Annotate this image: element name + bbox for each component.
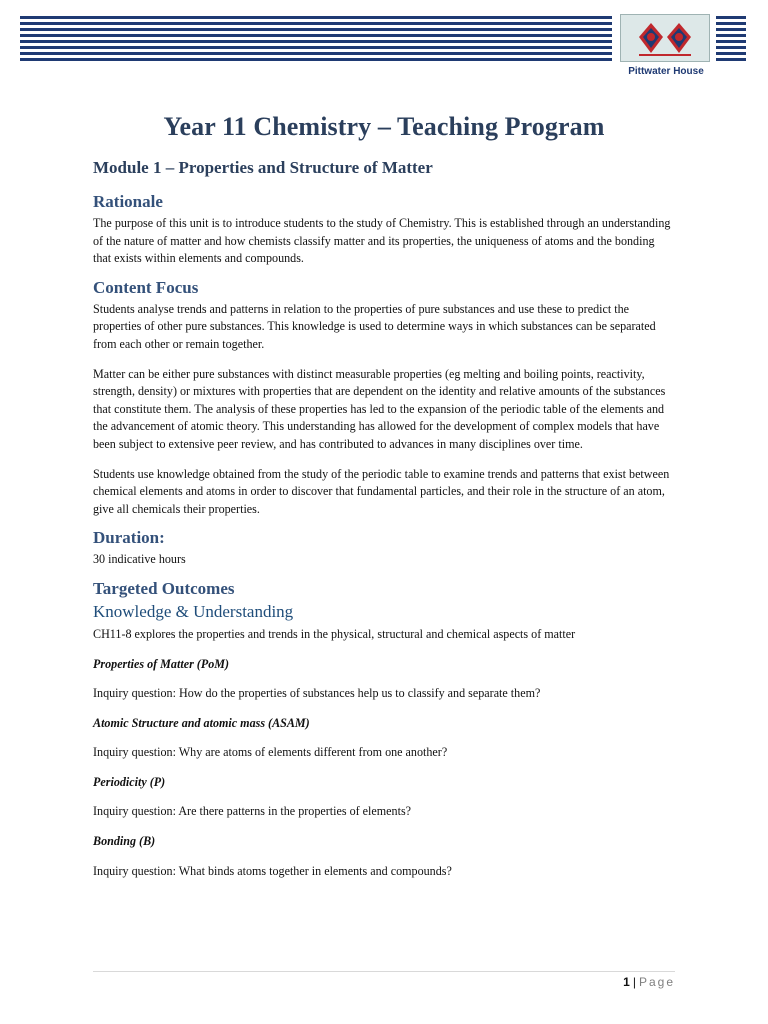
outcome-text: CH11-8 explores the properties and trends in the physical, structural and chemical aspects of matter (93, 626, 576, 641)
strand-title: Atomic Structure and atomic mass (ASAM) (93, 715, 310, 730)
strand-title: Periodicity (P) (93, 774, 166, 789)
inquiry-question: Inquiry question: What binds atoms together in elements and compounds? (93, 863, 452, 878)
inquiry-question: Inquiry question: Are there patterns in the properties of elements? (93, 804, 412, 819)
footer-separator: | (632, 975, 636, 989)
school-logo (620, 14, 710, 62)
inquiry-question: Inquiry question: How do the properties of substances help us to classify and separate them? (93, 686, 541, 701)
inquiry-question: Inquiry question: Why are atoms of elements different from one another? (93, 745, 448, 760)
page-word: Page (638, 975, 675, 989)
module-heading: Module 1 – Properties and Structure of Matter (93, 158, 433, 177)
content-focus-paragraph: Students analyse trends and patterns in relation to the properties of pure substances and use these to predict the properties of other pure substances. This knowledge is used to determine ways in which substances can be separated from each other or remain together. (93, 301, 656, 351)
strand-title: Bonding (B) (93, 834, 156, 849)
page-number: 1 (623, 975, 630, 989)
logo-shield-right-icon (667, 23, 691, 53)
footer-divider (93, 971, 675, 972)
header-stripes (20, 16, 612, 64)
duration-heading: Duration: (93, 528, 165, 548)
page-title: Year 11 Chemistry – Teaching Program (163, 112, 605, 141)
rationale-heading: Rationale (93, 192, 163, 211)
page-footer (623, 975, 675, 989)
logo-shield-left-icon (639, 23, 663, 53)
header-stripes-right (716, 16, 746, 64)
duration-text: 30 indicative hours (93, 552, 186, 567)
strand-title: Properties of Matter (PoM) (93, 656, 230, 671)
content-focus-heading: Content Focus (93, 277, 199, 297)
content-focus-paragraph: Students use knowledge obtained from the study of the periodic table to examine trends and patterns that exist between chemical elements and atoms in order to discover that fundamental particles, and their role in the structure of an atom, give all chemicals their properties. (93, 466, 670, 516)
rationale-text: The purpose of this unit is to introduce students to the study of Chemistry. This is established through an understanding of the nature of matter and how chemists classify matter and its properties, the uniqueness of atoms and the bonding that exists within elements and compounds. (93, 216, 671, 266)
content-focus-paragraph: Matter can be either pure substances with distinct measurable properties (eg melting and boiling points, reactivity, strength, density) or mixtures with properties that are dependent on the identity and relative amounts of the substances that constitute them. The analysis of these properties has led to the expansion of the periodic table of the elements and the advancement of atomic theory. This understanding has allowed for the development of complex models that have been subject to extensive peer review, and has contributed to advances in many disciplines over time. (93, 366, 666, 451)
document-body (93, 112, 675, 880)
knowledge-understanding-heading: Knowledge & Understanding (93, 601, 294, 621)
school-name: Pittwater House (628, 66, 704, 77)
targeted-outcomes-heading: Targeted Outcomes (93, 578, 235, 598)
